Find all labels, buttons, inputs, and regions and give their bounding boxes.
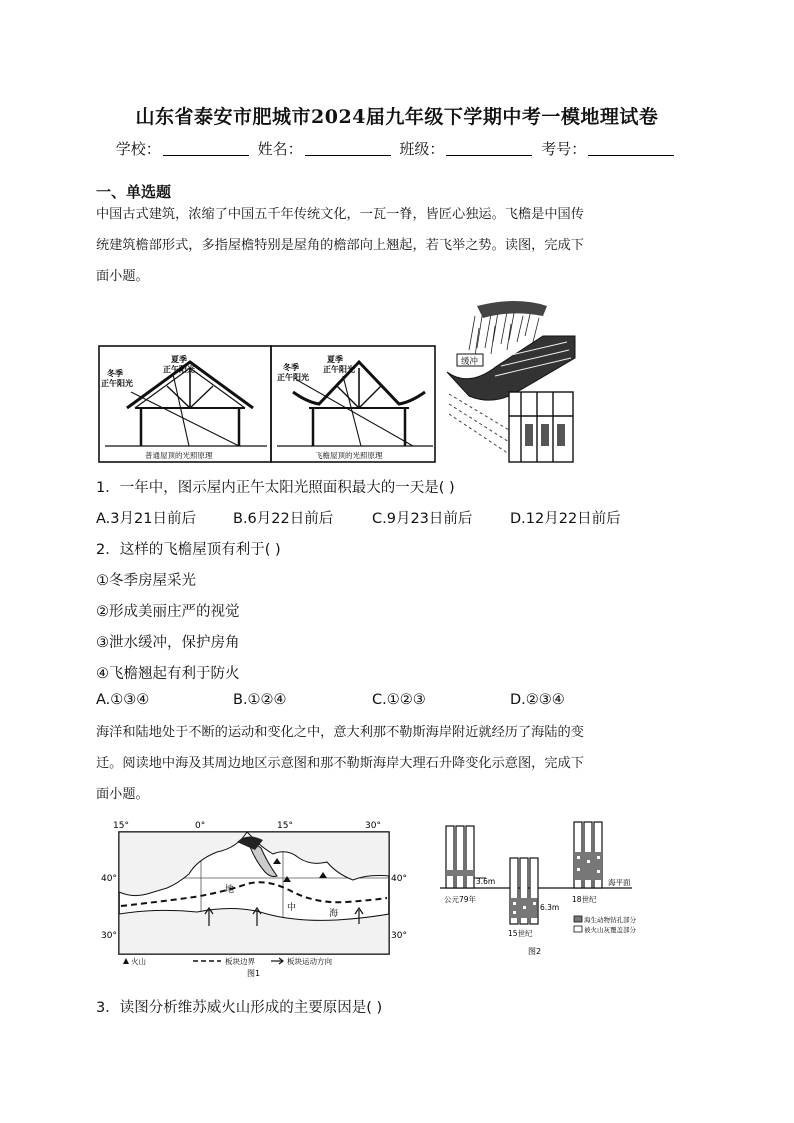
sea-label-di: 地 (225, 885, 235, 895)
section-heading: 一、单选题 (96, 183, 172, 201)
q2-option-d[interactable]: D.②③④ (510, 692, 565, 708)
q2-item-4: ④飞檐翘起有利于防火 (96, 666, 240, 682)
question-2-stem: 2．这样的飞檐屋顶有利于( ) (96, 542, 281, 558)
q2-item-2: ②形成美丽庄严的视觉 (96, 604, 240, 620)
q2-option-a[interactable]: A.①③④ (96, 692, 150, 708)
school-blank[interactable] (163, 141, 249, 156)
left-summer-label: 夏季 (171, 355, 187, 364)
q2-option-c[interactable]: C.①②③ (372, 692, 426, 708)
name-blank[interactable] (305, 141, 391, 156)
lat-label-40-left: 40° (101, 874, 117, 884)
exam-no-label: 考号： (541, 140, 587, 158)
label-63m: 6.3m (540, 903, 560, 912)
left-caption: 普通屋顶的光照原理 (145, 451, 213, 460)
lon-label-15e: 15° (277, 821, 293, 831)
q2-item-3: ③泄水缓冲，保护房角 (96, 635, 240, 651)
passage-1-line: 面小题。 (96, 269, 149, 284)
right-summer-label-2: 正午阳光 (323, 365, 355, 374)
mediterranean-map (97, 818, 413, 982)
legend-borings: 海生动物钻孔部分 (584, 916, 636, 924)
exam-no-blank[interactable] (588, 141, 674, 156)
school-label: 学校： (115, 140, 161, 158)
sea-label-zhong: 中 (287, 903, 297, 913)
era-15: 15世纪 (508, 929, 533, 938)
left-winter-label-2: 正午阳光 (101, 379, 133, 388)
lat-label-40-right: 40° (391, 874, 407, 884)
label-36m: 3.6m (476, 877, 496, 886)
flying-eave-panel (271, 346, 435, 462)
legend-volcano: 火山 (131, 957, 146, 966)
sea-level-label: 海平面 (608, 878, 631, 887)
right-caption: 飞檐屋顶的光照原理 (315, 451, 383, 460)
q1-option-d[interactable]: D.12月22日前后 (510, 511, 621, 527)
fig2-caption: 图2 (528, 947, 542, 956)
name-label: 姓名： (257, 140, 303, 158)
left-winter-label: 冬季 (107, 369, 123, 378)
era-18: 18世纪 (572, 895, 597, 904)
question-1-stem: 1．一年中，图示屋内正午太阳光照面积最大的一天是( ) (96, 480, 455, 496)
passage-2-line: 面小题。 (96, 787, 149, 802)
roof-figure (97, 296, 591, 464)
normal-roof-panel (99, 346, 271, 462)
lon-label-15w: 15° (113, 821, 129, 831)
era-79: 公元79年 (444, 895, 477, 904)
q1-option-c[interactable]: C.9月23日前后 (372, 511, 473, 527)
passage-2-line: 迁。阅读地中海及其周边地区示意图和那不勒斯海岸大理石升降变化示意图，完成下 (96, 756, 584, 771)
map-caption: 图1 (247, 969, 261, 978)
question-3-stem: 3．读图分析维苏威火山形成的主要原因是( ) (96, 1000, 383, 1016)
buffer-label: 缓冲 (461, 357, 479, 367)
q1-option-a[interactable]: A.3月21日前后 (96, 511, 196, 527)
page-title: 山东省泰安市肥城市2024届九年级下学期中考一模地理试卷 (135, 106, 659, 128)
q1-option-b[interactable]: B.6月22日前后 (233, 511, 334, 527)
right-winter-label-2: 正午阳光 (277, 373, 309, 382)
eave-illustration (447, 301, 575, 462)
lat-label-30-left: 30° (101, 931, 117, 941)
marble-column-figure (432, 818, 654, 982)
legend-ash: 被火山灰覆盖部分 (584, 926, 636, 934)
lat-label-30-right: 30° (391, 931, 407, 941)
student-info-line (0, 138, 794, 159)
right-winter-label: 冬季 (283, 363, 299, 372)
legend-volcano-icon (123, 958, 129, 964)
passage-2 (96, 717, 696, 810)
passage-1-line: 统建筑檐部形式，多指屋檐特别是屋角的檐部向上翘起，若飞举之势。读图，完成下 (96, 238, 584, 253)
right-summer-label: 夏季 (327, 355, 343, 364)
lon-label-0: 0° (195, 821, 206, 831)
class-blank[interactable] (446, 141, 532, 156)
legend-motion: 板块运动方向 (287, 957, 332, 966)
passage-2-line: 海洋和陆地处于不断的运动和变化之中，意大利那不勒斯海岸附近就经历了海陆的变 (96, 725, 584, 740)
legend-boundary: 板块边界 (225, 957, 255, 966)
left-summer-label-2: 正午阳光 (163, 365, 195, 374)
q2-option-b[interactable]: B.①②④ (233, 692, 287, 708)
lon-label-30e: 30° (365, 821, 381, 831)
sea-label-hai: 海 (329, 909, 339, 919)
passage-1 (96, 199, 696, 292)
passage-1-line: 中国古式建筑，浓缩了中国五千年传统文化，一瓦一脊，皆匠心独运。飞檐是中国传 (96, 207, 584, 222)
class-label: 班级： (399, 140, 445, 158)
q2-item-1: ①冬季房屋采光 (96, 573, 196, 589)
